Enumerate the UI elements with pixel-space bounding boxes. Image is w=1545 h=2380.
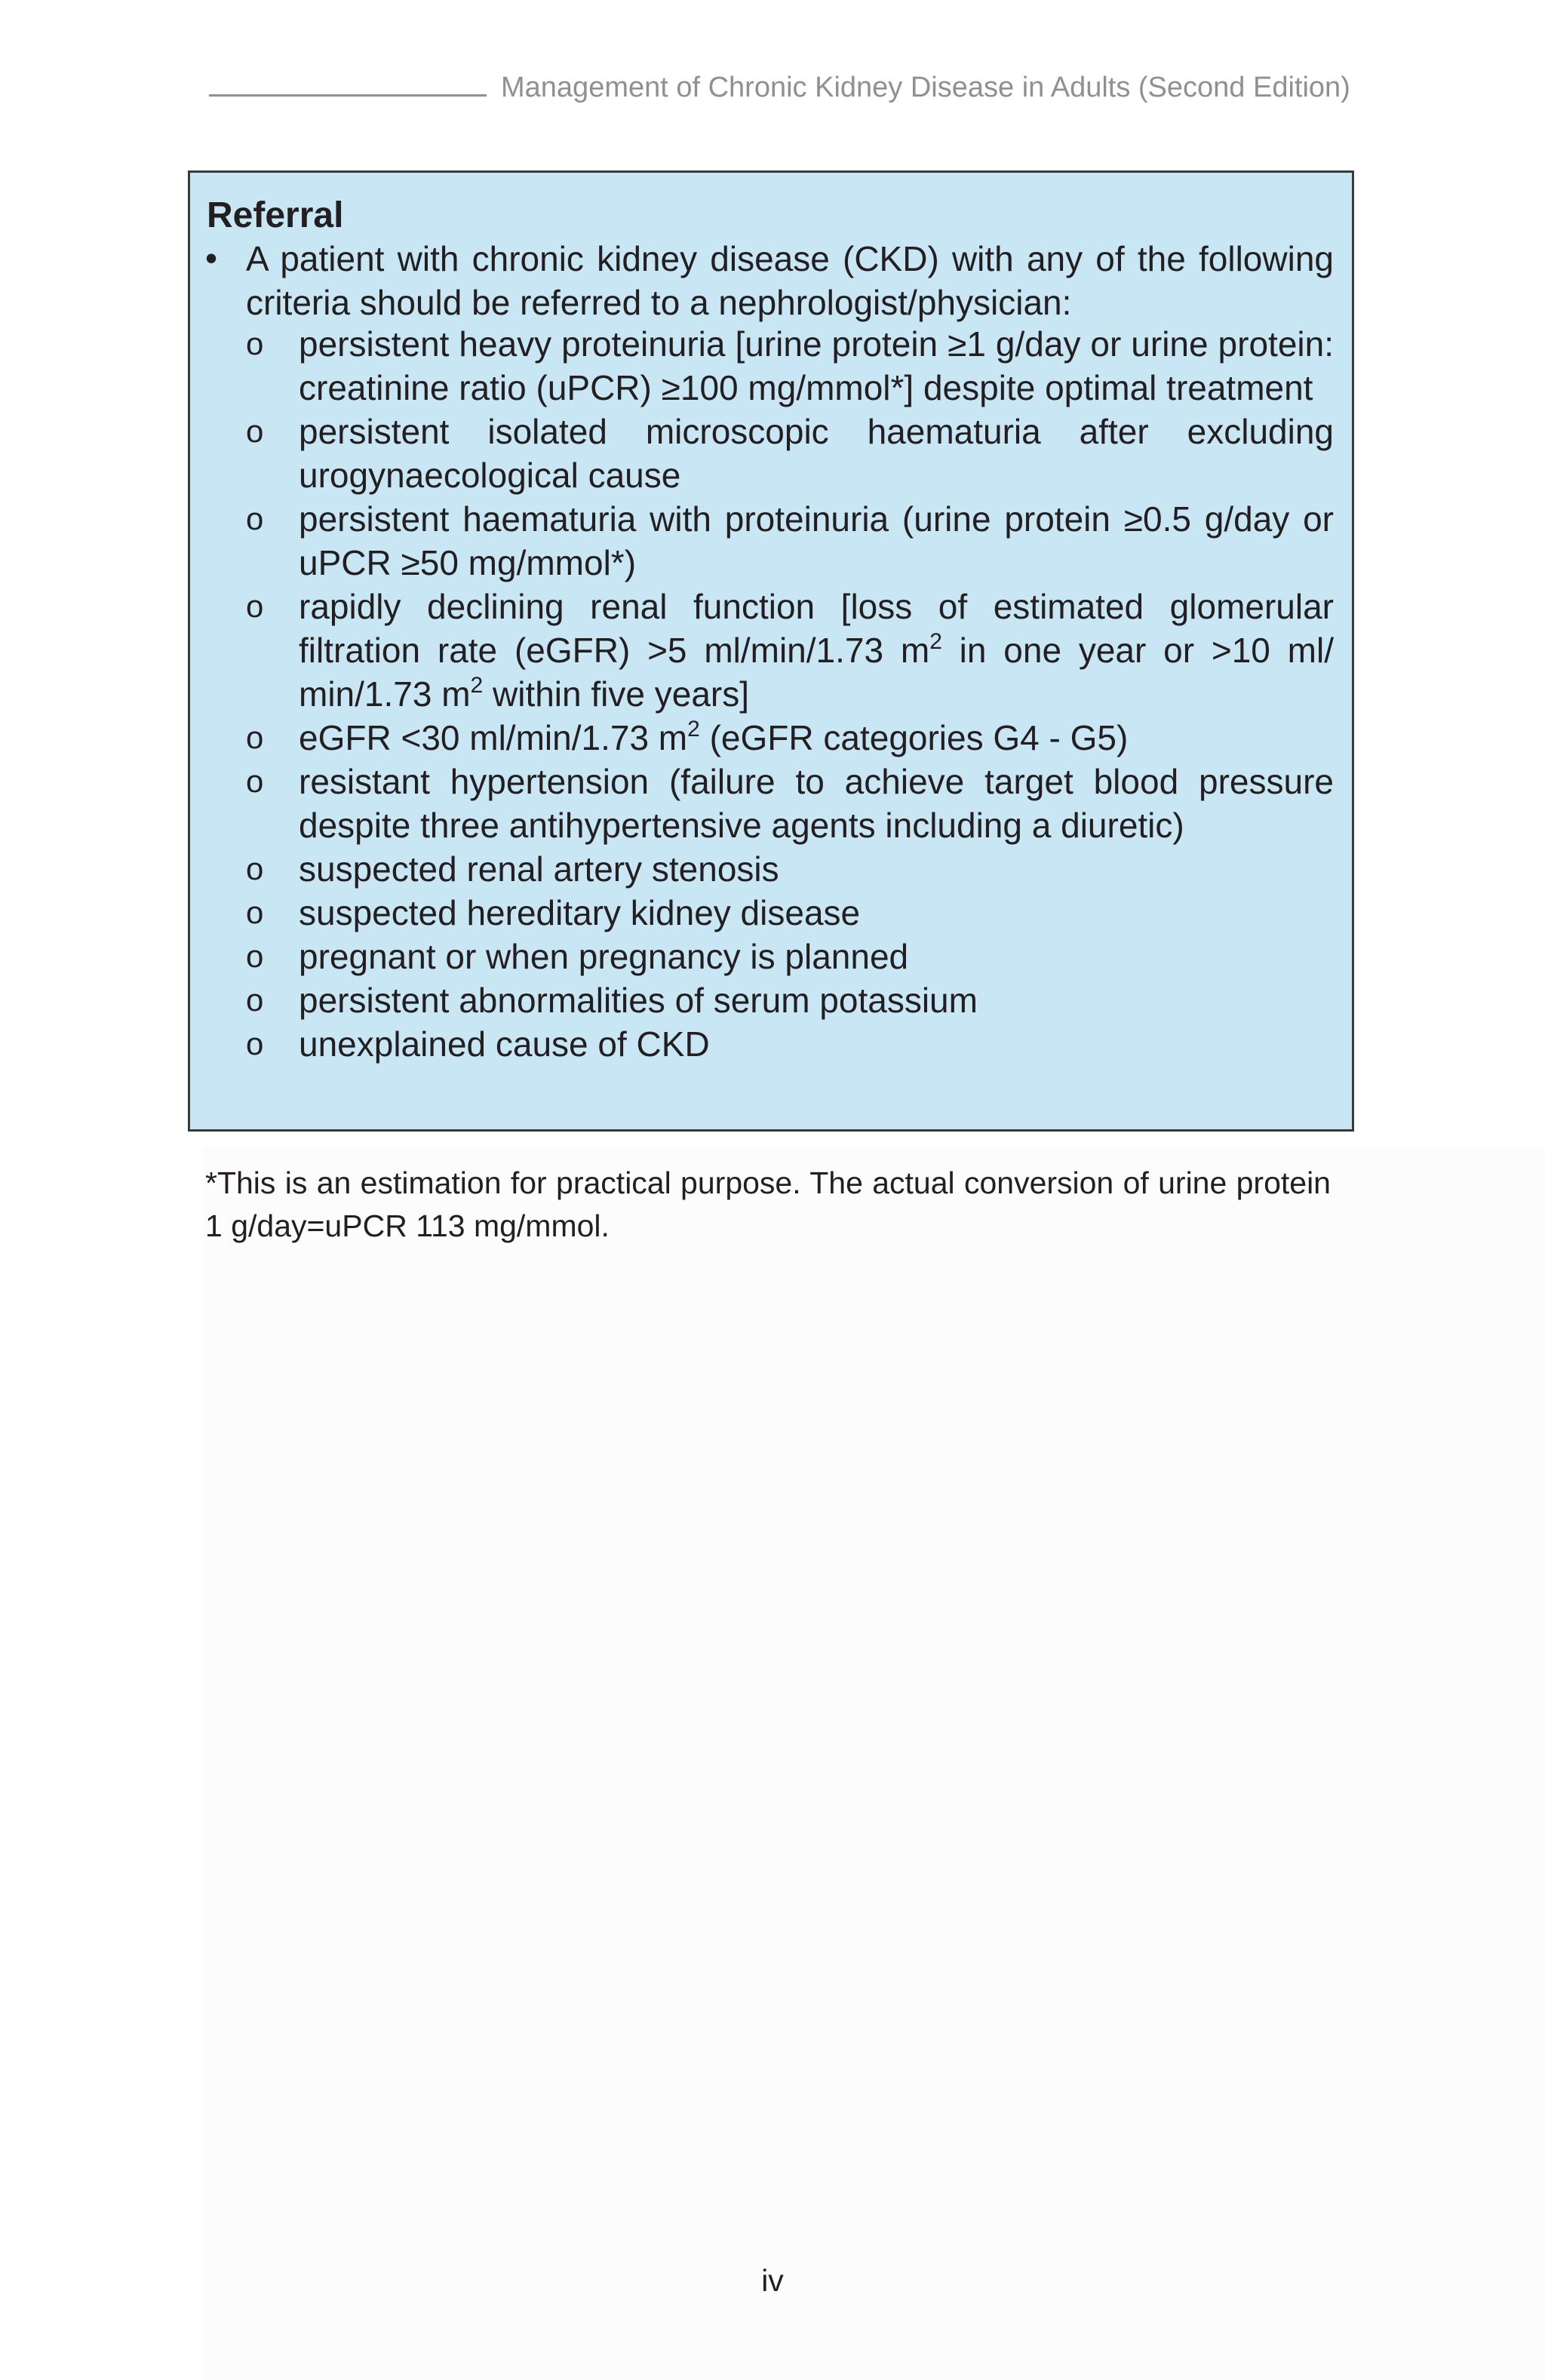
criterion-text-part: in one year or >10 ml/ min/1.73 m — [299, 631, 1334, 714]
criterion-unexplained-ckd — [246, 1022, 1334, 1066]
circle-bullet-icon: o — [246, 588, 264, 624]
criterion-hereditary-kidney-disease — [246, 891, 1334, 935]
running-header: Management of Chronic Kidney Disease in Adults (Second Edition) — [501, 72, 1350, 103]
header-rule — [209, 94, 487, 97]
circle-bullet-icon: o — [246, 413, 264, 449]
criterion-text: unexplained cause of CKD — [299, 1024, 710, 1064]
criterion-text — [299, 716, 1334, 760]
criterion-serum-potassium — [246, 978, 1334, 1022]
footnote: *This is an estimation for practical purpose. The actual conversion of urine protein 1 g/day=uPCR 113 mg/mmol. — [205, 1165, 1331, 1243]
criterion-pregnancy — [246, 935, 1334, 978]
circle-bullet-icon: o — [246, 982, 264, 1018]
criterion-renal-artery-stenosis — [246, 847, 1334, 891]
criterion-heavy-proteinuria — [246, 322, 1334, 410]
circle-bullet-icon: o — [246, 851, 264, 886]
superscript: 2 — [687, 717, 700, 742]
page-number: iv — [761, 2263, 784, 2298]
criterion-microscopic-haematuria — [246, 410, 1334, 497]
circle-bullet-icon: o — [246, 326, 264, 361]
circle-bullet-icon: o — [246, 895, 264, 930]
referral-title: Referral — [207, 195, 344, 235]
circle-bullet-icon: o — [246, 763, 264, 799]
criterion-low-egfr — [246, 716, 1334, 760]
page-background-shade — [204, 1147, 1545, 2380]
criterion-text-part: eGFR <30 ml/min/1.73 m — [299, 718, 688, 757]
criterion-text-part: rapidly declining renal function [loss of estimated glomerular filtration rate (eGFR) >5 ml/min/1.73 m — [299, 587, 1334, 670]
bullet-icon: • — [205, 238, 218, 278]
criterion-text-part: within five years] — [483, 674, 750, 714]
criterion-text: persistent abnormalities of serum potassium — [299, 981, 978, 1020]
circle-bullet-icon: o — [246, 938, 264, 974]
criterion-text: suspected renal artery stenosis — [299, 849, 779, 889]
criterion-text: suspected hereditary kidney disease — [299, 893, 861, 932]
superscript: 2 — [470, 673, 484, 698]
criterion-text-part: (eGFR categories G4 - G5) — [699, 718, 1129, 757]
circle-bullet-icon: o — [246, 1026, 264, 1061]
referral-intro: A patient with chronic kidney disease (CKD) with any of the following criteria should be referred to a nephrologist/physician: — [246, 239, 1334, 322]
superscript: 2 — [929, 629, 942, 654]
criterion-text — [299, 585, 1334, 716]
criterion-haematuria-with-proteinuria — [246, 497, 1334, 585]
circle-bullet-icon: o — [246, 720, 264, 755]
criterion-text: persistent heavy proteinuria [urine protein ≥1 g/day or urine protein: creatinine ratio (uPCR) ≥100 mg/mmol*] despite optimal treatment — [299, 324, 1334, 407]
criterion-text: persistent isolated microscopic haematuria after excluding urogynaecological cause — [299, 412, 1334, 495]
criterion-text: resistant hypertension (failure to achieve target blood pressure despite three antihypertensive agents including a diuretic) — [299, 762, 1334, 845]
criterion-declining-renal-function — [246, 585, 1334, 716]
criterion-resistant-hypertension — [246, 760, 1334, 847]
circle-bullet-icon: o — [246, 501, 264, 536]
criterion-text: pregnant or when pregnancy is planned — [299, 937, 909, 976]
referral-criteria-list — [246, 322, 1334, 1066]
referral-box — [188, 170, 1354, 1132]
criterion-text: persistent haematuria with proteinuria (urine protein ≥0.5 g/day or uPCR ≥50 mg/mmol*) — [299, 499, 1334, 582]
